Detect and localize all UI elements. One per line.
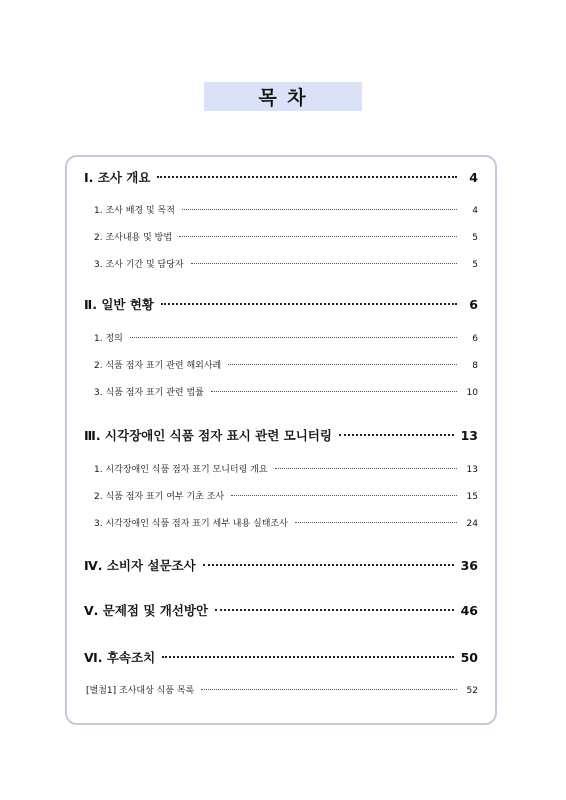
toc-entry-page: 50	[460, 650, 478, 665]
dot-leader	[215, 609, 454, 611]
toc-entry-label: 2. 식품 점자 표기 여부 기초 조사	[94, 492, 225, 502]
toc-entry-page: 6	[472, 334, 478, 344]
toc-entry-5[interactable]	[84, 601, 478, 619]
toc-entry-label: 3. 조사 기간 및 담당자	[94, 260, 184, 270]
toc-entry-label: 1. 정의	[94, 334, 123, 344]
toc-entry-page: 52	[466, 686, 478, 696]
toc-entry-label: [별첨1] 조사대상 식품 목록	[86, 686, 195, 696]
toc-entry-label: 1. 시각장애인 식품 점자 표기 모니터링 개요	[94, 465, 268, 475]
toc-entry-page: 8	[472, 361, 478, 371]
dot-leader	[211, 391, 457, 392]
toc-entry-3-2[interactable]	[94, 489, 478, 502]
toc-entry-label: 2. 식품 점자 표기 관련 해외사례	[94, 361, 222, 371]
dot-leader	[339, 434, 454, 436]
toc-entry-1-2[interactable]	[94, 230, 478, 243]
toc-entry-1-3[interactable]	[94, 257, 478, 270]
toc-entry-label: Ⅴ. 문제점 및 개선방안	[84, 603, 209, 618]
toc-entry-4[interactable]	[84, 556, 478, 574]
dot-leader	[231, 495, 457, 496]
toc-entry-page: 13	[466, 465, 478, 475]
dot-leader	[130, 337, 457, 338]
toc-entry-page: 10	[466, 388, 478, 398]
dot-leader	[228, 364, 457, 365]
toc-entry-1[interactable]	[84, 168, 478, 186]
toc-entry-label: 1. 조사 배경 및 목적	[94, 206, 175, 216]
dot-leader	[191, 263, 457, 264]
toc-entry-3[interactable]	[84, 426, 478, 444]
toc-entry-label: Ⅱ. 일반 현황	[84, 297, 154, 312]
toc-entry-page: 4	[472, 206, 478, 216]
page-title: 목 차	[204, 82, 362, 111]
dot-leader	[275, 468, 457, 469]
dot-leader	[162, 656, 453, 658]
toc-entry-2-2[interactable]	[94, 358, 478, 371]
toc-entry-2-3[interactable]	[94, 385, 478, 398]
dot-leader	[203, 564, 454, 566]
toc-entry-6[interactable]	[84, 648, 478, 666]
toc-entry-1-1[interactable]	[94, 203, 478, 216]
dot-leader	[182, 209, 457, 210]
toc-entry-label: Ⅲ. 시각장애인 식품 점자 표시 관련 모니터링	[84, 428, 332, 443]
toc-entry-label: 3. 식품 점자 표기 관련 법률	[94, 388, 204, 398]
toc-entry-2-1[interactable]	[94, 331, 478, 344]
toc-entry-label: Ⅰ. 조사 개요	[84, 170, 151, 185]
toc-entry-page: 6	[469, 297, 478, 312]
toc-entry-appendix-1[interactable]	[86, 683, 478, 696]
toc-entry-3-1[interactable]	[94, 462, 478, 475]
dot-leader	[161, 303, 457, 305]
dot-leader	[179, 236, 457, 237]
toc-entry-page: 36	[460, 558, 478, 573]
toc-entry-label: Ⅳ. 소비자 설문조사	[84, 558, 196, 573]
toc-entry-3-3[interactable]	[94, 516, 478, 529]
toc-entry-label: 2. 조사내용 및 방법	[94, 233, 173, 243]
toc-entry-page: 13	[460, 428, 478, 443]
toc-entry-page: 15	[466, 492, 478, 502]
toc-entry-page: 24	[466, 519, 478, 529]
dot-leader	[157, 176, 457, 178]
toc-entry-page: 46	[460, 603, 478, 618]
toc-entry-page: 5	[472, 260, 478, 270]
toc-entry-label: 3. 시각장애인 식품 점자 표기 세부 내용 실태조사	[94, 519, 288, 529]
toc-entry-page: 4	[469, 170, 478, 185]
dot-leader	[295, 522, 457, 523]
toc-entry-label: Ⅵ. 후속조치	[84, 650, 156, 665]
toc-entry-2[interactable]	[84, 295, 478, 313]
toc-entry-page: 5	[472, 233, 478, 243]
dot-leader	[201, 689, 457, 690]
